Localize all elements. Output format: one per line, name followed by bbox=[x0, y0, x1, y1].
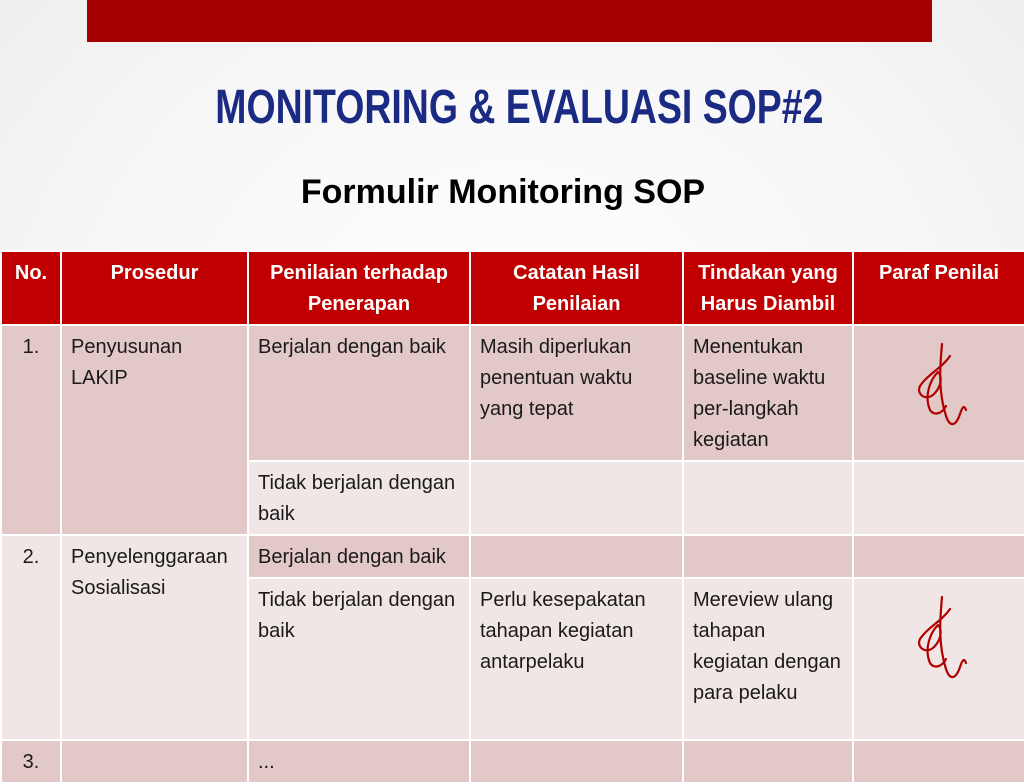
row-3-penilaian: ... bbox=[248, 740, 470, 783]
row-2-no: 2. bbox=[1, 535, 61, 740]
row-3-no: 3. bbox=[1, 740, 61, 783]
row-3-prosedur bbox=[61, 740, 248, 783]
table-row bbox=[1, 325, 1024, 461]
header-catatan: Catatan Hasil Penilaian bbox=[470, 251, 683, 325]
row-2a-paraf bbox=[853, 535, 1024, 578]
row-1b-penilaian: Tidak berjalan dengan baik bbox=[248, 461, 470, 535]
header-tindakan: Tindakan yang Harus Diambil bbox=[683, 251, 853, 325]
signature-mark bbox=[912, 589, 972, 689]
row-1-prosedur: Penyusunan LAKIP bbox=[61, 325, 248, 535]
header-prosedur: Prosedur bbox=[61, 251, 248, 325]
row-1b-tindakan bbox=[683, 461, 853, 535]
sop-monitoring-table bbox=[0, 250, 1024, 784]
header-penilaian: Penilaian terhadap Penerapan bbox=[248, 251, 470, 325]
header-no: No. bbox=[1, 251, 61, 325]
row-2a-penilaian: Berjalan dengan baik bbox=[248, 535, 470, 578]
row-1b-paraf bbox=[853, 461, 1024, 535]
row-2b-tindakan: Mereview ulang tahapan kegiatan dengan para pelaku bbox=[683, 578, 853, 740]
top-accent-bar bbox=[87, 0, 932, 42]
row-2a-tindakan bbox=[683, 535, 853, 578]
row-1a-penilaian: Berjalan dengan baik bbox=[248, 325, 470, 461]
row-2-prosedur: Penyelenggaraan Sosialisasi bbox=[61, 535, 248, 740]
signature-mark bbox=[912, 336, 972, 436]
table-row bbox=[1, 740, 1024, 783]
row-1a-catatan: Masih diperlukan penentuan waktu yang tepat bbox=[470, 325, 683, 461]
row-1a-tindakan: Menentukan baseline waktu per-langkah kegiatan bbox=[683, 325, 853, 461]
table-row bbox=[1, 535, 1024, 578]
row-3-catatan bbox=[470, 740, 683, 783]
page-title: MONITORING & EVALUASI SOP#2 bbox=[215, 81, 824, 134]
row-3-tindakan bbox=[683, 740, 853, 783]
page-subtitle: Formulir Monitoring SOP bbox=[300, 173, 706, 211]
row-1a-paraf bbox=[853, 325, 1024, 461]
row-3-paraf bbox=[853, 740, 1024, 783]
row-2b-penilaian: Tidak berjalan dengan baik bbox=[248, 578, 470, 740]
table-header-row bbox=[1, 251, 1024, 325]
row-2a-catatan bbox=[470, 535, 683, 578]
row-2b-paraf bbox=[853, 578, 1024, 740]
row-1-no: 1. bbox=[1, 325, 61, 535]
header-paraf: Paraf Penilai bbox=[853, 251, 1024, 325]
row-1b-catatan bbox=[470, 461, 683, 535]
row-2b-catatan: Perlu kesepakatan tahapan kegiatan antarpelaku bbox=[470, 578, 683, 740]
